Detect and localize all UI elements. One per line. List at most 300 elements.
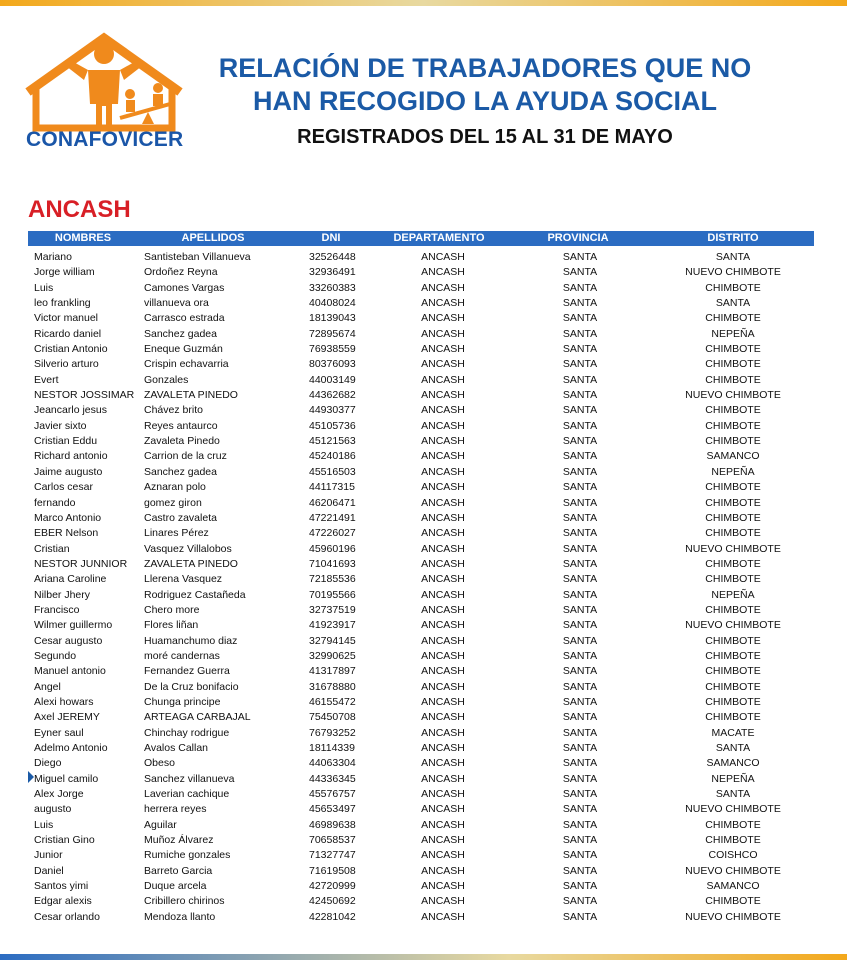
- cell-nombres: Edgar alexis: [34, 895, 92, 908]
- cell-nombres: Cristian Antonio: [34, 343, 108, 356]
- cell-dni: 32936491: [309, 266, 356, 279]
- cell-provincia: SANTA: [562, 803, 598, 816]
- cell-apellidos: Vasquez Villalobos: [144, 542, 232, 555]
- cell-departamento: ANCASH: [421, 634, 465, 647]
- table-row: [28, 894, 814, 909]
- cell-dni: 76793252: [309, 726, 356, 739]
- table-row: [28, 756, 814, 771]
- table-row: [28, 603, 814, 618]
- table-row: [28, 772, 814, 787]
- cell-nombres: Carlos cesar: [34, 481, 93, 494]
- cell-dni: 45960196: [309, 542, 356, 555]
- cell-dni: 44003149: [309, 373, 356, 386]
- cell-distrito: SANTA: [715, 742, 751, 754]
- cell-provincia: SANTA: [562, 634, 598, 647]
- cell-dni: 45653497: [309, 803, 356, 816]
- column-header-dni: DNI: [321, 232, 341, 244]
- cell-nombres: Ricardo daniel: [34, 327, 102, 340]
- cell-distrito: CHIMBOTE: [705, 573, 761, 586]
- table-row: [28, 910, 814, 925]
- cell-nombres: Junior: [34, 849, 63, 862]
- cell-nombres: Luis: [34, 818, 54, 831]
- cell-distrito: CHIMBOTE: [705, 634, 761, 647]
- table-row: [28, 802, 814, 817]
- cell-provincia: SANTA: [562, 389, 598, 402]
- cell-dni: 44117315: [309, 481, 355, 494]
- cell-dni: 44063304: [309, 757, 356, 770]
- column-header-distrito: DISTRITO: [707, 232, 759, 244]
- cell-nombres: Jaime augusto: [34, 465, 103, 478]
- cell-distrito: NUEVO CHIMBOTE: [685, 864, 781, 877]
- cell-apellidos: Mendoza llanto: [144, 910, 216, 923]
- table-row: [28, 281, 814, 296]
- column-header-provincia: PROVINCIA: [547, 232, 609, 244]
- table-row: [28, 449, 814, 464]
- cell-nombres: Mariano: [34, 251, 72, 263]
- cell-provincia: SANTA: [562, 880, 598, 893]
- cell-departamento: ANCASH: [421, 358, 465, 371]
- cell-distrito: CHIMBOTE: [705, 557, 761, 570]
- cell-departamento: ANCASH: [421, 788, 465, 801]
- cell-dni: 75450708: [309, 711, 356, 724]
- cell-dni: 44362682: [309, 389, 356, 402]
- table-row: [28, 342, 814, 357]
- cell-departamento: ANCASH: [421, 772, 465, 785]
- cell-nombres: Jorge william: [34, 266, 95, 279]
- cell-nombres: Cesar augusto: [34, 634, 103, 647]
- cell-provincia: SANTA: [562, 742, 598, 754]
- cell-departamento: ANCASH: [421, 557, 465, 570]
- cell-distrito: NUEVO CHIMBOTE: [685, 619, 781, 632]
- cell-nombres: Ariana Caroline: [34, 573, 107, 586]
- cell-distrito: SANTA: [715, 297, 751, 310]
- table-row: [28, 465, 814, 480]
- bottom-accent-bar: [0, 954, 847, 960]
- cell-dni: 44930377: [309, 404, 356, 417]
- cell-distrito: CHIMBOTE: [705, 312, 761, 325]
- table-row: [28, 695, 814, 710]
- cell-dni: 71619508: [309, 864, 356, 877]
- cell-dni: 46155472: [309, 695, 356, 708]
- cell-nombres: Diego: [34, 757, 62, 770]
- cell-provincia: SANTA: [562, 711, 598, 724]
- cell-apellidos: ZAVALETA PINEDO: [144, 557, 238, 570]
- cell-dni: 70195566: [309, 588, 356, 601]
- cell-distrito: CHIMBOTE: [705, 895, 761, 908]
- cell-apellidos: Carrion de la cruz: [144, 450, 227, 463]
- table-row: [28, 879, 814, 894]
- cell-dni: 45516503: [309, 465, 356, 478]
- cell-provincia: SANTA: [562, 358, 598, 371]
- cell-distrito: SAMANCO: [706, 757, 760, 770]
- cell-distrito: NEPEÑA: [711, 327, 755, 340]
- cell-distrito: NUEVO CHIMBOTE: [685, 389, 781, 402]
- cell-nombres: Richard antonio: [34, 450, 108, 463]
- cell-dni: 47226027: [309, 527, 356, 540]
- cell-dni: 45121563: [309, 435, 356, 448]
- cell-departamento: ANCASH: [421, 834, 465, 847]
- cell-provincia: SANTA: [562, 511, 598, 524]
- cell-apellidos: Ordoñez Reyna: [144, 266, 218, 279]
- table-row: [28, 787, 814, 802]
- cell-apellidos: Duque arcela: [144, 880, 207, 893]
- cell-nombres: EBER Nelson: [34, 527, 99, 540]
- cell-distrito: CHIMBOTE: [705, 419, 761, 432]
- table-row: [28, 664, 814, 679]
- cell-provincia: SANTA: [562, 649, 598, 662]
- cell-nombres: Victor manuel: [34, 312, 99, 325]
- column-header-apellidos: APELLIDOS: [181, 232, 245, 244]
- region-heading: ANCASH: [28, 196, 131, 223]
- cell-distrito: CHIMBOTE: [705, 649, 761, 662]
- cell-apellidos: Sanchez villanueva: [144, 772, 235, 785]
- cell-provincia: SANTA: [562, 373, 598, 386]
- cell-departamento: ANCASH: [421, 542, 465, 555]
- table-row: [28, 741, 814, 756]
- table-body: [28, 250, 814, 925]
- cell-provincia: SANTA: [562, 834, 598, 847]
- column-header-departamento: DEPARTAMENTO: [393, 232, 485, 244]
- table-row: [28, 250, 814, 265]
- cell-provincia: SANTA: [562, 818, 598, 831]
- cell-provincia: SANTA: [562, 327, 598, 340]
- cell-departamento: ANCASH: [421, 910, 465, 923]
- row-pointer-icon: [28, 771, 34, 783]
- cell-dni: 71327747: [309, 849, 356, 862]
- cell-apellidos: Chero more: [144, 603, 200, 616]
- cell-departamento: ANCASH: [421, 880, 465, 893]
- cell-dni: 72185536: [309, 573, 356, 586]
- cell-nombres: Francisco: [34, 603, 80, 616]
- cell-dni: 18114339: [309, 742, 355, 754]
- cell-departamento: ANCASH: [421, 465, 465, 478]
- table-row: [28, 649, 814, 664]
- cell-nombres: Marco Antonio: [34, 511, 102, 524]
- cell-provincia: SANTA: [562, 603, 598, 616]
- cell-distrito: CHIMBOTE: [705, 603, 761, 616]
- table-row: [28, 311, 814, 326]
- cell-apellidos: Cribillero chirinos: [144, 895, 225, 908]
- cell-nombres: Segundo: [34, 649, 77, 662]
- cell-nombres: NESTOR JOSSIMAR: [34, 389, 135, 402]
- cell-apellidos: Chinchay rodrigue: [144, 726, 230, 739]
- cell-dni: 71041693: [309, 557, 356, 570]
- table-row: [28, 357, 814, 372]
- table-row: [28, 419, 814, 434]
- cell-nombres: Manuel antonio: [34, 665, 106, 678]
- cell-distrito: NEPEÑA: [711, 588, 755, 601]
- cell-apellidos: Rodriguez Castañeda: [144, 588, 246, 601]
- cell-departamento: ANCASH: [421, 864, 465, 877]
- cell-apellidos: Reyes antaurco: [144, 419, 218, 432]
- cell-distrito: NUEVO CHIMBOTE: [685, 910, 781, 923]
- cell-provincia: SANTA: [562, 435, 598, 448]
- cell-nombres: Evert: [34, 373, 59, 386]
- cell-departamento: ANCASH: [421, 373, 465, 386]
- cell-apellidos: Fernandez Guerra: [144, 665, 230, 678]
- cell-provincia: SANTA: [562, 665, 598, 678]
- cell-distrito: CHIMBOTE: [705, 343, 761, 356]
- cell-apellidos: Aznaran polo: [144, 481, 206, 494]
- table-row: [28, 710, 814, 725]
- table-row: [28, 434, 814, 449]
- cell-nombres: Cristian Eddu: [34, 435, 98, 448]
- table-row: [28, 833, 814, 848]
- cell-departamento: ANCASH: [421, 895, 465, 908]
- cell-provincia: SANTA: [562, 788, 598, 801]
- cell-dni: 41923917: [309, 619, 356, 632]
- cell-distrito: CHIMBOTE: [705, 373, 761, 386]
- cell-departamento: ANCASH: [421, 450, 465, 463]
- table-row: [28, 848, 814, 863]
- cell-nombres: Axel JEREMY: [34, 711, 100, 724]
- cell-apellidos: Eneque Guzmán: [144, 343, 223, 356]
- cell-nombres: fernando: [34, 496, 76, 509]
- cell-departamento: ANCASH: [421, 603, 465, 616]
- cell-distrito: CHIMBOTE: [705, 281, 761, 294]
- cell-departamento: ANCASH: [421, 297, 465, 310]
- table-row: [28, 634, 814, 649]
- page-title-line1: RELACIÓN DE TRABAJADORES QUE NO: [218, 53, 752, 83]
- table-row: [28, 511, 814, 526]
- cell-nombres: Silverio arturo: [34, 358, 99, 371]
- cell-departamento: ANCASH: [421, 849, 465, 862]
- cell-dni: 32737519: [309, 603, 356, 616]
- cell-provincia: SANTA: [562, 419, 598, 432]
- cell-apellidos: Aguilar: [144, 818, 177, 831]
- cell-departamento: ANCASH: [421, 573, 465, 586]
- cell-dni: 40408024: [309, 297, 356, 310]
- cell-dni: 18139043: [309, 312, 356, 325]
- cell-distrito: NUEVO CHIMBOTE: [685, 266, 781, 279]
- table-row: [28, 373, 814, 388]
- cell-departamento: ANCASH: [421, 312, 465, 325]
- cell-distrito: CHIMBOTE: [705, 404, 761, 417]
- cell-departamento: ANCASH: [421, 343, 465, 356]
- table-row: [28, 265, 814, 280]
- table-row: [28, 388, 814, 403]
- cell-distrito: NUEVO CHIMBOTE: [685, 803, 781, 816]
- table-row: [28, 680, 814, 695]
- cell-nombres: Cristian: [34, 542, 70, 555]
- cell-provincia: SANTA: [562, 496, 598, 509]
- cell-apellidos: Crispin echavarria: [144, 358, 229, 371]
- cell-apellidos: Rumiche gonzales: [144, 849, 231, 862]
- cell-departamento: ANCASH: [421, 496, 465, 509]
- cell-departamento: ANCASH: [421, 404, 465, 417]
- cell-apellidos: Flores liñan: [144, 619, 199, 632]
- cell-nombres: Eyner saul: [34, 726, 84, 739]
- cell-nombres: Cesar orlando: [34, 910, 100, 923]
- cell-dni: 45240186: [309, 450, 356, 463]
- cell-departamento: ANCASH: [421, 711, 465, 724]
- table-row: [28, 726, 814, 741]
- page-title-line2: HAN RECOGIDO LA AYUDA SOCIAL: [252, 86, 718, 116]
- cell-nombres: Alexi howars: [34, 695, 94, 708]
- cell-provincia: SANTA: [562, 864, 598, 877]
- cell-dni: 42281042: [309, 910, 356, 923]
- table-row: [28, 403, 814, 418]
- cell-apellidos: De la Cruz bonifacio: [144, 680, 239, 693]
- table-row: [28, 496, 814, 511]
- cell-departamento: ANCASH: [421, 757, 465, 770]
- table-row: [28, 618, 814, 633]
- cell-distrito: CHIMBOTE: [705, 834, 761, 847]
- cell-apellidos: Llerena Vasquez: [144, 573, 223, 586]
- cell-distrito: SANTA: [715, 788, 751, 801]
- cell-provincia: SANTA: [562, 910, 598, 923]
- cell-departamento: ANCASH: [421, 511, 465, 524]
- logo-wordmark: CONAFOVICER: [26, 128, 184, 151]
- cell-apellidos: Sanchez gadea: [144, 327, 217, 340]
- cell-departamento: ANCASH: [421, 389, 465, 402]
- cell-distrito: CHIMBOTE: [705, 665, 761, 678]
- cell-apellidos: Barreto Garcia: [144, 864, 213, 877]
- cell-nombres: Angel: [34, 680, 61, 693]
- cell-departamento: ANCASH: [421, 481, 465, 494]
- cell-provincia: SANTA: [562, 297, 598, 310]
- cell-dni: 42720999: [309, 880, 356, 893]
- table-row: [28, 327, 814, 342]
- cell-departamento: ANCASH: [421, 527, 465, 540]
- cell-apellidos: Camones Vargas: [144, 281, 225, 294]
- cell-provincia: SANTA: [562, 281, 598, 294]
- cell-dni: 32526448: [309, 251, 356, 263]
- cell-dni: 46206471: [309, 496, 356, 509]
- cell-departamento: ANCASH: [421, 665, 465, 678]
- cell-departamento: ANCASH: [421, 742, 465, 754]
- cell-nombres: Nilber Jhery: [34, 588, 91, 601]
- table-row: [28, 588, 814, 603]
- cell-departamento: ANCASH: [421, 588, 465, 601]
- table-row: [28, 480, 814, 495]
- cell-dni: 44336345: [309, 772, 356, 785]
- cell-nombres: augusto: [34, 803, 72, 816]
- cell-departamento: ANCASH: [421, 619, 465, 632]
- cell-provincia: SANTA: [562, 695, 598, 708]
- cell-provincia: SANTA: [562, 895, 598, 908]
- cell-nombres: Javier sixto: [34, 419, 87, 432]
- cell-distrito: CHIMBOTE: [705, 358, 761, 371]
- cell-provincia: SANTA: [562, 757, 598, 770]
- cell-distrito: CHIMBOTE: [705, 680, 761, 693]
- cell-distrito: NEPEÑA: [711, 772, 755, 785]
- cell-distrito: CHIMBOTE: [705, 527, 761, 540]
- cell-dni: 70658537: [309, 834, 356, 847]
- cell-apellidos: ARTEAGA CARBAJAL: [144, 711, 251, 724]
- cell-dni: 45105736: [309, 419, 356, 432]
- cell-nombres: leo frankling: [34, 297, 91, 310]
- cell-dni: 76938559: [309, 343, 356, 356]
- table-row: [28, 557, 814, 572]
- table-row: [28, 526, 814, 541]
- cell-dni: 33260383: [309, 281, 356, 294]
- cell-apellidos: Zavaleta Pinedo: [144, 435, 220, 448]
- cell-apellidos: Chávez brito: [144, 404, 203, 417]
- cell-distrito: MACATE: [711, 726, 755, 739]
- cell-nombres: Jeancarlo jesus: [34, 404, 107, 417]
- cell-provincia: SANTA: [562, 573, 598, 586]
- cell-provincia: SANTA: [562, 404, 598, 417]
- cell-nombres: Wilmer guillermo: [34, 619, 113, 632]
- cell-apellidos: Gonzales: [144, 373, 189, 386]
- cell-provincia: SANTA: [562, 527, 598, 540]
- cell-departamento: ANCASH: [421, 695, 465, 708]
- cell-provincia: SANTA: [562, 450, 598, 463]
- cell-distrito: CHIMBOTE: [705, 481, 761, 494]
- cell-apellidos: Avalos Callan: [144, 742, 209, 754]
- cell-provincia: SANTA: [562, 619, 598, 632]
- cell-nombres: Alex Jorge: [34, 788, 84, 801]
- table-row: [28, 818, 814, 833]
- cell-provincia: SANTA: [562, 251, 598, 263]
- cell-departamento: ANCASH: [421, 251, 465, 263]
- cell-departamento: ANCASH: [421, 435, 465, 448]
- cell-apellidos: Chunga principe: [144, 695, 221, 708]
- cell-apellidos: Laverian cachique: [144, 788, 230, 801]
- cell-apellidos: Santisteban Villanueva: [144, 251, 251, 263]
- cell-distrito: SAMANCO: [706, 450, 760, 463]
- cell-apellidos: Obeso: [144, 757, 175, 770]
- column-header-nombres: NOMBRES: [54, 232, 112, 244]
- cell-departamento: ANCASH: [421, 726, 465, 739]
- cell-dni: 45576757: [309, 788, 356, 801]
- cell-departamento: ANCASH: [421, 281, 465, 294]
- table-row: [28, 572, 814, 587]
- cell-apellidos: moré candernas: [144, 649, 220, 662]
- cell-apellidos: ZAVALETA PINEDO: [144, 389, 238, 402]
- cell-provincia: SANTA: [562, 266, 598, 279]
- cell-departamento: ANCASH: [421, 649, 465, 662]
- cell-dni: 80376093: [309, 358, 356, 371]
- cell-distrito: CHIMBOTE: [705, 818, 761, 831]
- cell-apellidos: gomez giron: [144, 496, 202, 509]
- cell-apellidos: Muñoz Álvarez: [144, 834, 214, 847]
- cell-departamento: ANCASH: [421, 327, 465, 340]
- cell-distrito: COISHCO: [708, 849, 758, 862]
- cell-apellidos: Huamanchumo diaz: [144, 634, 238, 647]
- cell-provincia: SANTA: [562, 726, 598, 739]
- cell-nombres: Adelmo Antonio: [34, 742, 108, 754]
- cell-nombres: Santos yimi: [34, 880, 89, 893]
- cell-dni: 32794145: [309, 634, 356, 647]
- cell-dni: 41317897: [309, 665, 356, 678]
- cell-provincia: SANTA: [562, 481, 598, 494]
- cell-nombres: Miguel camilo: [34, 772, 99, 785]
- cell-distrito: NUEVO CHIMBOTE: [685, 542, 781, 555]
- cell-provincia: SANTA: [562, 772, 598, 785]
- cell-dni: 46989638: [309, 818, 356, 831]
- cell-provincia: SANTA: [562, 312, 598, 325]
- cell-apellidos: herrera reyes: [144, 803, 207, 816]
- cell-dni: 32990625: [309, 649, 356, 662]
- cell-dni: 47221491: [309, 511, 356, 524]
- cell-provincia: SANTA: [562, 849, 598, 862]
- cell-provincia: SANTA: [562, 680, 598, 693]
- table-row: [28, 296, 814, 311]
- cell-departamento: ANCASH: [421, 680, 465, 693]
- cell-apellidos: Castro zavaleta: [144, 511, 217, 524]
- cell-distrito: CHIMBOTE: [705, 511, 761, 524]
- cell-apellidos: Linares Pérez: [144, 527, 209, 540]
- cell-provincia: SANTA: [562, 542, 598, 555]
- cell-distrito: SANTA: [715, 251, 751, 263]
- page-subtitle: REGISTRADOS DEL 15 AL 31 DE MAYO: [297, 126, 673, 148]
- cell-provincia: SANTA: [562, 465, 598, 478]
- cell-departamento: ANCASH: [421, 419, 465, 432]
- cell-apellidos: Sanchez gadea: [144, 465, 217, 478]
- table-row: [28, 864, 814, 879]
